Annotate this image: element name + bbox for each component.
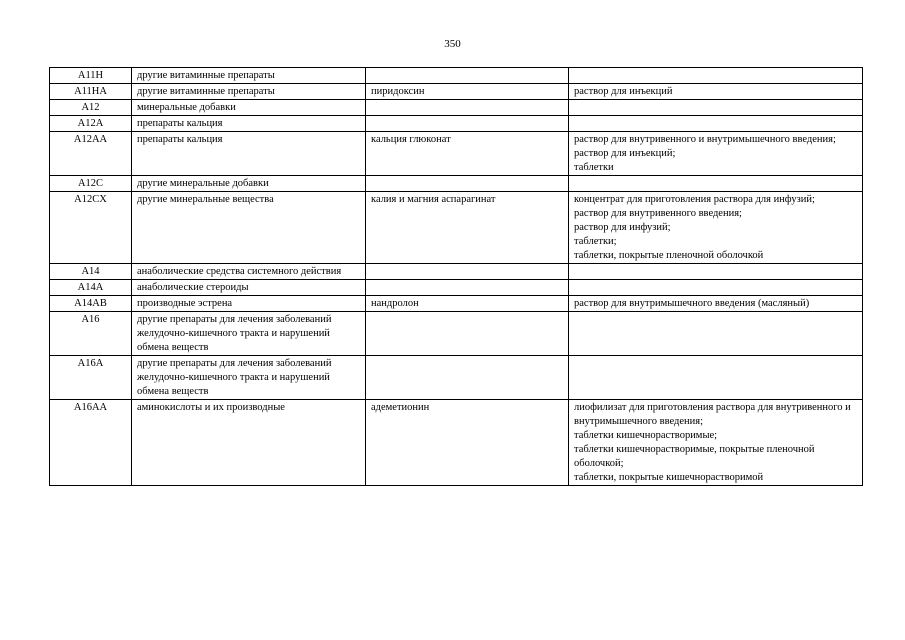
- group-name-cell: другие витаминные препараты: [132, 84, 366, 100]
- atc-code-cell: A12A: [50, 116, 132, 132]
- dosage-forms-cell: [569, 84, 863, 100]
- table-row: [50, 280, 863, 296]
- table-body: [50, 68, 863, 486]
- substance-cell: нандролон: [366, 296, 569, 312]
- dosage-forms-cell: [569, 100, 863, 116]
- table-row: [50, 132, 863, 176]
- dosage-forms-cell: [569, 400, 863, 486]
- group-name-cell: аминокислоты и их производные: [132, 400, 366, 486]
- dosage-form-item: таблетки: [574, 162, 614, 173]
- dosage-forms-cell: [569, 116, 863, 132]
- dosage-forms-cell: [569, 176, 863, 192]
- table-row: [50, 176, 863, 192]
- dosage-forms-cell: [569, 192, 863, 264]
- dosage-form-item: лиофилизат для приготовления раствора для внутривенного и внутримышечного введения;: [574, 402, 851, 427]
- atc-code-cell: A12: [50, 100, 132, 116]
- atc-code-cell: A11HA: [50, 84, 132, 100]
- dosage-form-item: раствор для внутривенного введения;: [574, 208, 742, 219]
- table-row: [50, 192, 863, 264]
- table-row: [50, 68, 863, 84]
- dosage-form-item: раствор для инъекций;: [574, 148, 676, 159]
- substance-cell: адеметионин: [366, 400, 569, 486]
- substance-cell: [366, 312, 569, 356]
- group-name-cell: производные эстрена: [132, 296, 366, 312]
- page-number: 350: [444, 38, 461, 50]
- atc-code-cell: A12CX: [50, 192, 132, 264]
- dosage-forms-cell: [569, 356, 863, 400]
- dosage-form-item: раствор для инфузий;: [574, 222, 671, 233]
- substance-cell: [366, 68, 569, 84]
- group-name-cell: препараты кальция: [132, 116, 366, 132]
- atc-code-cell: A12C: [50, 176, 132, 192]
- group-name-cell: другие препараты для лечения заболеваний желудочно-кишечного тракта и нарушений обмена веществ: [132, 312, 366, 356]
- substance-cell: [366, 176, 569, 192]
- group-name-cell: другие минеральные добавки: [132, 176, 366, 192]
- substance-cell: [366, 264, 569, 280]
- substance-cell: пиридоксин: [366, 84, 569, 100]
- dosage-form-item: таблетки;: [574, 236, 617, 247]
- group-name-cell: анаболические средства системного действия: [132, 264, 366, 280]
- table-row: [50, 264, 863, 280]
- dosage-form-item: раствор для внутривенного и внутримышечного введения;: [574, 134, 836, 145]
- substance-cell: кальция глюконат: [366, 132, 569, 176]
- substance-cell: [366, 116, 569, 132]
- table-row: [50, 116, 863, 132]
- atc-code-cell: A14A: [50, 280, 132, 296]
- substance-cell: [366, 280, 569, 296]
- dosage-form-item: таблетки, покрытые кишечнорастворимой: [574, 472, 764, 483]
- atc-code-cell: A16A: [50, 356, 132, 400]
- dosage-form-item: раствор для инъекций: [574, 86, 673, 97]
- dosage-forms-cell: [569, 132, 863, 176]
- dosage-form-item: таблетки кишечнорастворимые, покрытые пленочной оболочкой;: [574, 444, 815, 469]
- dosage-forms-cell: [569, 312, 863, 356]
- dosage-forms-cell: [569, 68, 863, 84]
- atc-code-cell: A16: [50, 312, 132, 356]
- group-name-cell: другие витаминные препараты: [132, 68, 366, 84]
- atc-code-cell: A12AA: [50, 132, 132, 176]
- table-row: [50, 84, 863, 100]
- dosage-form-item: таблетки кишечнорастворимые;: [574, 430, 718, 441]
- dosage-forms-cell: [569, 296, 863, 312]
- table-row: [50, 100, 863, 116]
- group-name-cell: анаболические стероиды: [132, 280, 366, 296]
- dosage-forms-cell: [569, 264, 863, 280]
- atc-code-cell: A14: [50, 264, 132, 280]
- dosage-form-item: концентрат для приготовления раствора для инфузий;: [574, 194, 815, 205]
- dosage-form-item: таблетки, покрытые пленочной оболочкой: [574, 250, 764, 261]
- substance-cell: [366, 100, 569, 116]
- atc-code-cell: A14AB: [50, 296, 132, 312]
- table-row: [50, 400, 863, 486]
- substance-cell: калия и магния аспарагинат: [366, 192, 569, 264]
- drug-classification-table: [49, 67, 863, 486]
- table-row: [50, 356, 863, 400]
- group-name-cell: минеральные добавки: [132, 100, 366, 116]
- table-row: [50, 296, 863, 312]
- atc-code-cell: A16AA: [50, 400, 132, 486]
- dosage-form-item: раствор для внутримышечного введения (масляный): [574, 298, 810, 309]
- group-name-cell: другие минеральные вещества: [132, 192, 366, 264]
- dosage-forms-cell: [569, 280, 863, 296]
- substance-cell: [366, 356, 569, 400]
- group-name-cell: другие препараты для лечения заболеваний желудочно-кишечного тракта и нарушений обмена веществ: [132, 356, 366, 400]
- atc-code-cell: A11H: [50, 68, 132, 84]
- group-name-cell: препараты кальция: [132, 132, 366, 176]
- table-row: [50, 312, 863, 356]
